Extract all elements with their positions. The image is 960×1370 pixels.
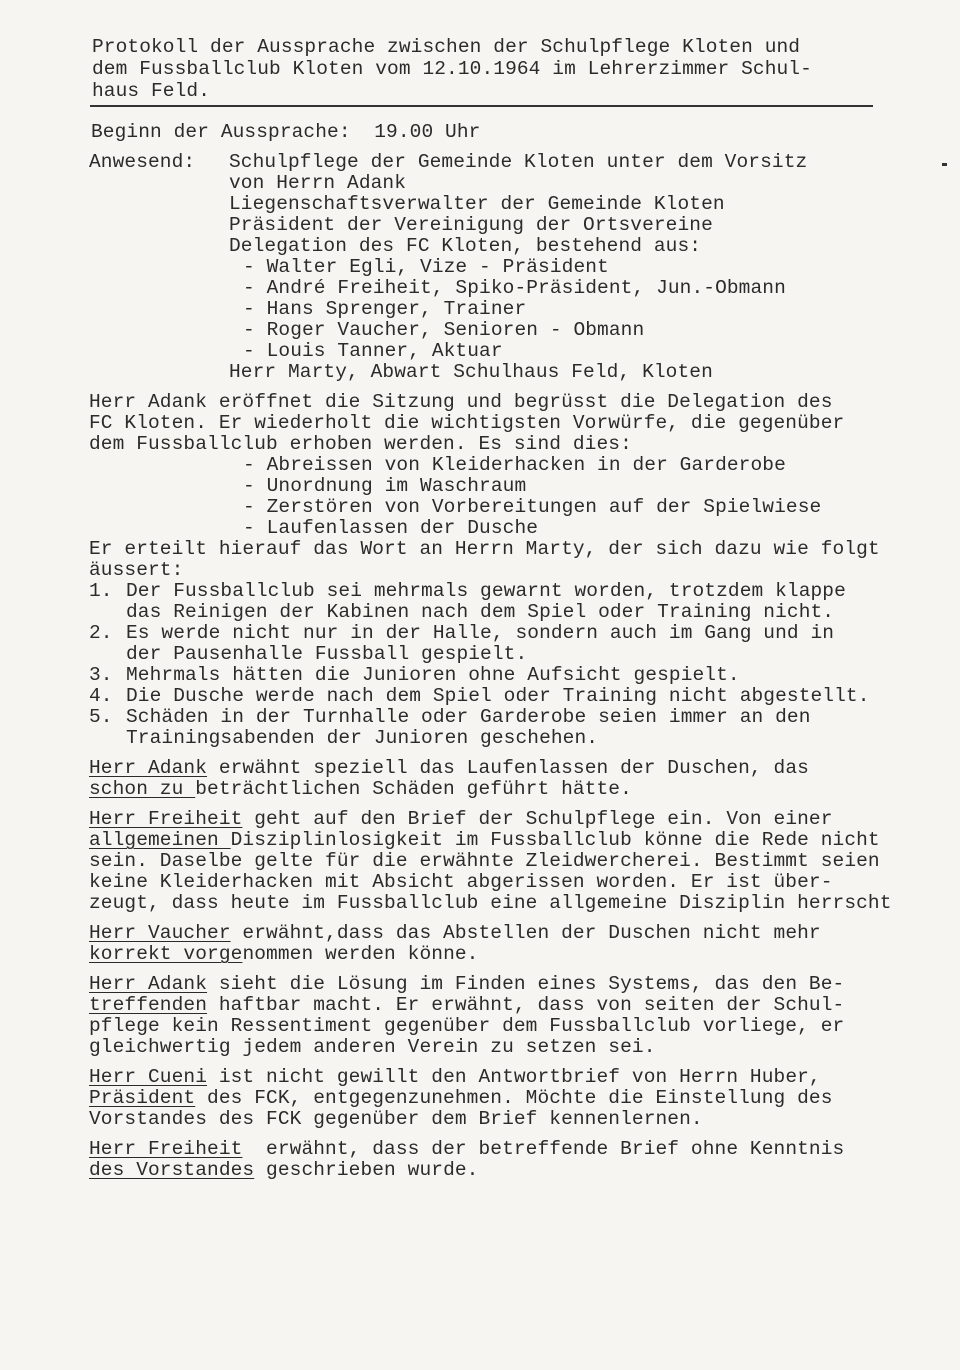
delegation-item: - Louis Tanner, Aktuar (243, 340, 503, 362)
intro-line: FC Kloten. Er wiederholt die wichtigsten Vorwürfe, die gegenüber (89, 412, 845, 434)
statement-line: Vorstandes des FCK gegenüber dem Brief kennenlernen. (89, 1108, 703, 1130)
statement-line: sein. Daselbe gelte für die erwähnte Zleidwercherei. Bestimmt seien (89, 850, 880, 872)
point-text: Die Dusche werde nach dem Spiel oder Training nicht abgestellt. (126, 685, 870, 707)
point-number: 4. (89, 685, 113, 707)
statement-line: gleichwertig jedem anderen Verein zu setzen sei. (89, 1036, 656, 1058)
title-line-3: haus Feld. (92, 80, 211, 102)
anwesend-line: Liegenschaftsverwalter der Gemeinde Kloten (229, 193, 725, 215)
statement-line: korrekt vorgenommen werden könne. (89, 943, 479, 965)
marty-line: äussert: (89, 559, 184, 581)
vorwurf-item: - Abreissen von Kleiderhacken in der Garderobe (243, 454, 786, 476)
statement-line: schon zu beträchtlichen Schäden geführt hätte. (89, 778, 632, 800)
point-text: Der Fussballclub sei mehrmals gewarnt worden, trotzdem klappe (126, 580, 846, 602)
header-rule (90, 105, 873, 107)
speaker-name: Herr Freiheit (89, 808, 243, 830)
speaker-name: Herr Cueni (89, 1066, 208, 1088)
speaker-name: Herr Adank (89, 757, 208, 779)
speaker-name: Herr Vaucher (89, 922, 231, 944)
point-text: der Pausenhalle Fussball gespielt. (126, 643, 528, 665)
statement-line: des Vorstandes geschrieben wurde. (89, 1159, 479, 1181)
anwesend-line: Delegation des FC Kloten, bestehend aus: (229, 235, 702, 257)
statement-line: treffenden haftbar macht. Er erwähnt, dass von seiten der Schul- (89, 994, 845, 1016)
point-number: 5. (89, 706, 113, 728)
point-text: Es werde nicht nur in der Halle, sondern auch im Gang und in (126, 622, 835, 644)
point-number: 1. (89, 580, 113, 602)
point-text: das Reinigen der Kabinen nach dem Spiel oder Training nicht. (126, 601, 835, 623)
vorwurf-item: - Laufenlassen der Dusche (243, 517, 539, 539)
statement-freiheit-1: Herr Freiheit geht auf den Brief der Schulpflege ein. Von einer (89, 808, 833, 830)
delegation-item: - Hans Sprenger, Trainer (243, 298, 527, 320)
marty-line: Er erteilt hierauf das Wort an Herrn Marty, der sich dazu wie folgt (89, 538, 880, 560)
statement-adank-2: Herr Adank sieht die Lösung im Finden eines Systems, das den Be- (89, 973, 845, 995)
margin-mark (942, 163, 947, 166)
anwesend-line: Präsident der Vereinigung der Ortsvereine (229, 214, 713, 236)
vorwurf-item: - Unordnung im Waschraum (243, 475, 527, 497)
point-number: 2. (89, 622, 113, 644)
point-text: Trainingsabenden der Junioren geschehen. (126, 727, 599, 749)
point-number: 3. (89, 664, 113, 686)
delegation-item: - Roger Vaucher, Senioren - Obmann (243, 319, 645, 341)
statement-vaucher: Herr Vaucher erwähnt,dass das Abstellen der Duschen nicht mehr (89, 922, 821, 944)
statement-line: pflege kein Ressentiment gegenüber dem Fussballclub vorliege, er (89, 1015, 845, 1037)
statement-line: keine Kleiderhacken mit Absicht abgerissen worden. Er ist über- (89, 871, 833, 893)
speaker-name: Herr Adank (89, 973, 208, 995)
anwesend-label: Anwesend: (89, 151, 196, 173)
title-line-2: dem Fussballclub Kloten vom 12.10.1964 im Lehrerzimmer Schul- (92, 58, 812, 80)
statement-line: allgemeinen Disziplinlosigkeit im Fussballclub könne die Rede nicht (89, 829, 880, 851)
point-text: Schäden in der Turnhalle oder Garderobe seien immer an den (126, 706, 811, 728)
speaker-name: Herr Freiheit (89, 1138, 243, 1160)
title-line-1: Protokoll der Aussprache zwischen der Schulpflege Kloten und (92, 36, 801, 58)
statement-freiheit-2: Herr Freiheit erwähnt, dass der betreffende Brief ohne Kenntnis (89, 1138, 845, 1160)
statement-line: Präsident des FCK, entgegenzunehmen. Möchte die Einstellung des (89, 1087, 833, 1109)
statement-adank-1: Herr Adank erwähnt speziell das Laufenlassen der Duschen, das (89, 757, 809, 779)
abwart-line: Herr Marty, Abwart Schulhaus Feld, Kloten (229, 361, 713, 383)
vorwurf-item: - Zerstören von Vorbereitungen auf der Spielwiese (243, 496, 822, 518)
delegation-item: - Walter Egli, Vize - Präsident (243, 256, 609, 278)
intro-line: Herr Adank eröffnet die Sitzung und begrüsst die Delegation des (89, 391, 833, 413)
statement-cueni: Herr Cueni ist nicht gewillt den Antwortbrief von Herrn Huber, (89, 1066, 821, 1088)
statement-line: zeugt, dass heute im Fussballclub eine allgemeine Disziplin herrscht (89, 892, 892, 914)
intro-line: dem Fussballclub erhoben werden. Es sind dies: (89, 433, 632, 455)
anwesend-line: von Herrn Adank (229, 172, 407, 194)
beginn-line: Beginn der Aussprache: 19.00 Uhr (91, 121, 481, 143)
point-text: Mehrmals hätten die Junioren ohne Aufsicht gespielt. (126, 664, 740, 686)
anwesend-line: Schulpflege der Gemeinde Kloten unter dem Vorsitz (229, 151, 808, 173)
delegation-item: - André Freiheit, Spiko-Präsident, Jun.-Obmann (243, 277, 786, 299)
